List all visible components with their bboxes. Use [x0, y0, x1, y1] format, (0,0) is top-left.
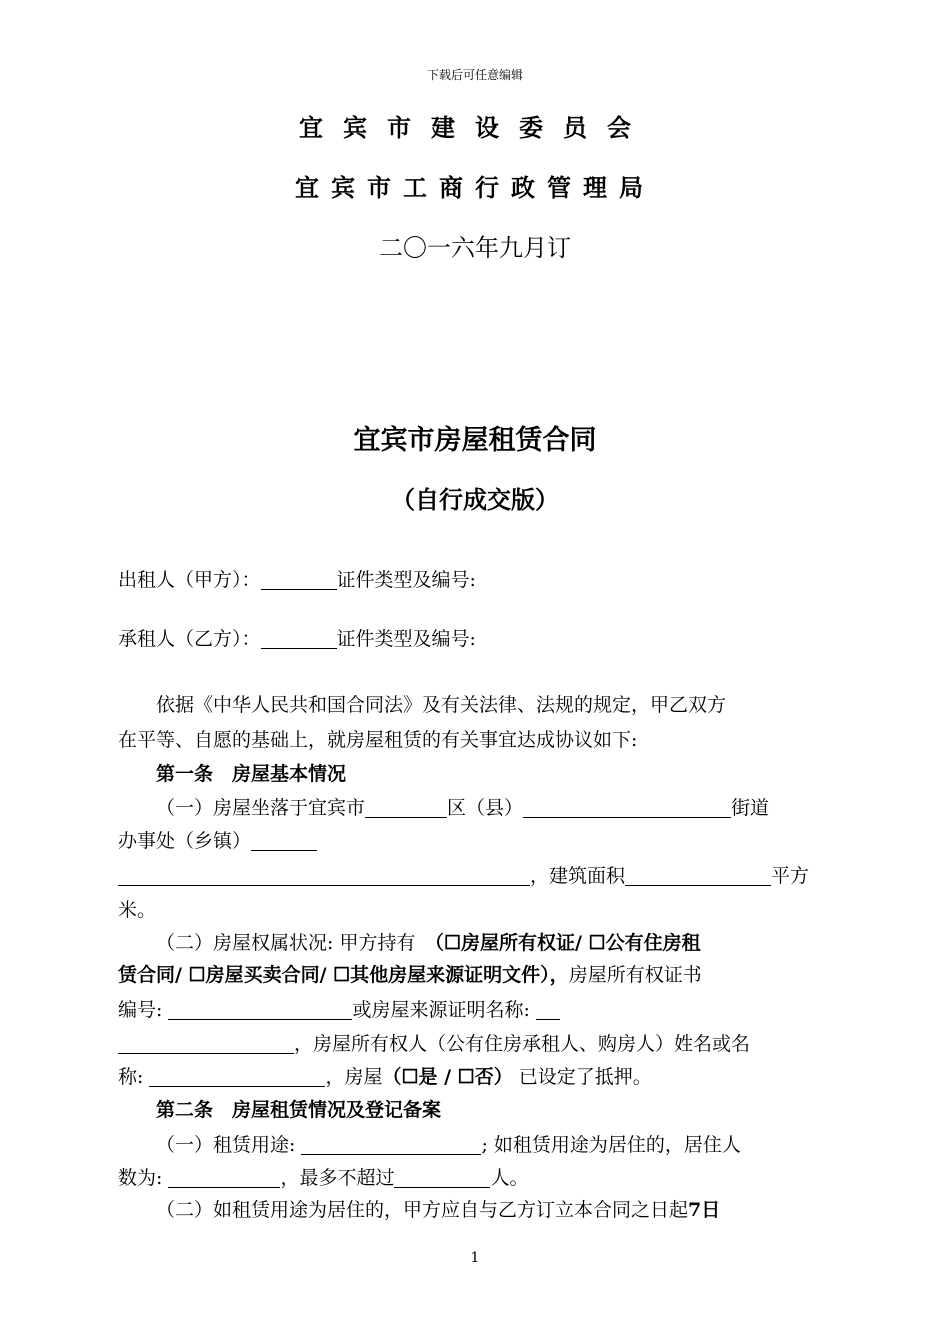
mortgage-label: ，房屋: [325, 1066, 383, 1088]
article-1-item-1-line-4: 米。: [118, 899, 157, 921]
mortgage-options: （☐是 / ☐否）: [382, 1066, 513, 1088]
article-1-item-2-line-4: [118, 1034, 750, 1054]
article-2-title: 第二条 房屋租赁情况及登记备案: [156, 1099, 442, 1121]
lease-use-blank: [301, 1135, 481, 1155]
lessor-blank: [261, 570, 337, 590]
a2-2-deadline: 7日: [688, 1199, 721, 1221]
lessor-id-label: 证件类型及编号:: [336, 569, 476, 591]
residents-unit: 人。: [490, 1167, 529, 1189]
district-blank: [365, 798, 447, 818]
article-1-item-2-line-2: [118, 966, 702, 985]
street-blank: [523, 798, 731, 818]
article-1-item-2-line-1: [156, 934, 701, 953]
cert-number-label: 编号:: [118, 999, 163, 1021]
source-doc-label: 或房屋来源证明名称:: [352, 999, 530, 1021]
a2-2-text: （二）如租赁用途为居住的，甲方应自与乙方订立本合同之日起: [156, 1199, 689, 1221]
article-1-item-2-line-3: [118, 1000, 560, 1020]
issuer-org-2: 宜宾市工商行政管理局: [295, 173, 655, 202]
address-blank: [118, 866, 530, 886]
area-label: ，建筑面积: [530, 865, 626, 887]
page-number: 1: [470, 1250, 480, 1266]
a1-1-text-3: 街道: [731, 797, 770, 819]
township-blank: [251, 831, 317, 851]
article-1-item-2-line-5: [118, 1067, 652, 1087]
lease-use-label: （一）租赁用途:: [156, 1134, 296, 1156]
lessee-blank: [261, 629, 337, 649]
owner-name-label-end: 称:: [118, 1066, 144, 1088]
issuer-org-1: 宜宾市建设委员会: [299, 113, 651, 142]
lessor-line: [118, 570, 476, 590]
ownership-options-1: （☐房屋所有权证/ ☐公有住房租: [434, 932, 701, 954]
a1-2-text-1: （二）房屋权属状况: 甲方持有: [156, 932, 435, 954]
a1-2-text-2: 房屋所有权证书: [568, 964, 702, 986]
article-1-item-1-line-2: [118, 831, 317, 851]
ownership-options-2: 赁合同/ ☐房屋买卖合同/ ☐其他房屋来源证明文件），: [118, 964, 569, 986]
header-note: 下载后可任意编辑: [426, 68, 523, 82]
owner-name-label: ，房屋所有权人（公有住房承租人、购房人）姓名或名: [294, 1033, 751, 1055]
contract-title: 宜宾市房屋租赁合同: [353, 425, 597, 456]
residents-max-label: ，最多不超过: [280, 1167, 395, 1189]
article-2-item-1-line-1: [156, 1135, 741, 1155]
lessee-label: 承租人（乙方）：: [118, 628, 261, 650]
area-blank: [625, 866, 771, 886]
preamble-line-2: 在平等、自愿的基础上，就房屋租赁的有关事宜达成协议如下:: [118, 729, 638, 751]
owner-name-blank: [149, 1067, 325, 1087]
article-1-item-1-line-1: [156, 798, 769, 818]
cert-number-blank: [168, 1000, 352, 1020]
residents-max-blank: [394, 1168, 490, 1188]
a1-1-text-2: 区（县）: [447, 797, 524, 819]
lessee-line: [118, 629, 476, 649]
mortgage-end: 已设定了抵押。: [512, 1066, 652, 1088]
area-unit: 平方: [771, 865, 810, 887]
preamble-line-1: 依据《中华人民共和国合同法》及有关法律、法规的规定，甲乙双方: [156, 694, 727, 716]
issue-date: 二〇一六年九月订: [379, 234, 571, 262]
residents-label: ; 如租赁用途为居住的，居住人: [481, 1134, 741, 1156]
lessee-id-label: 证件类型及编号:: [336, 628, 476, 650]
residents-count-blank: [168, 1168, 280, 1188]
article-2-item-1-line-2: [118, 1168, 528, 1188]
source-doc-blank-1: [536, 1000, 560, 1020]
residents-count-label: 数为:: [118, 1167, 163, 1189]
article-2-item-2-line-1: [156, 1201, 720, 1220]
contract-subtitle: （自行成交版）: [391, 485, 559, 514]
lessor-label: 出租人（甲方）：: [118, 569, 261, 591]
source-doc-blank-2: [118, 1034, 294, 1054]
a1-1-office-label: 办事处（乡镇）: [118, 830, 252, 852]
article-1-title: 第一条 房屋基本情况: [156, 763, 347, 785]
article-1-item-1-line-3: [118, 866, 809, 886]
a1-1-text-1: （一）房屋坐落于宜宾市: [156, 797, 366, 819]
